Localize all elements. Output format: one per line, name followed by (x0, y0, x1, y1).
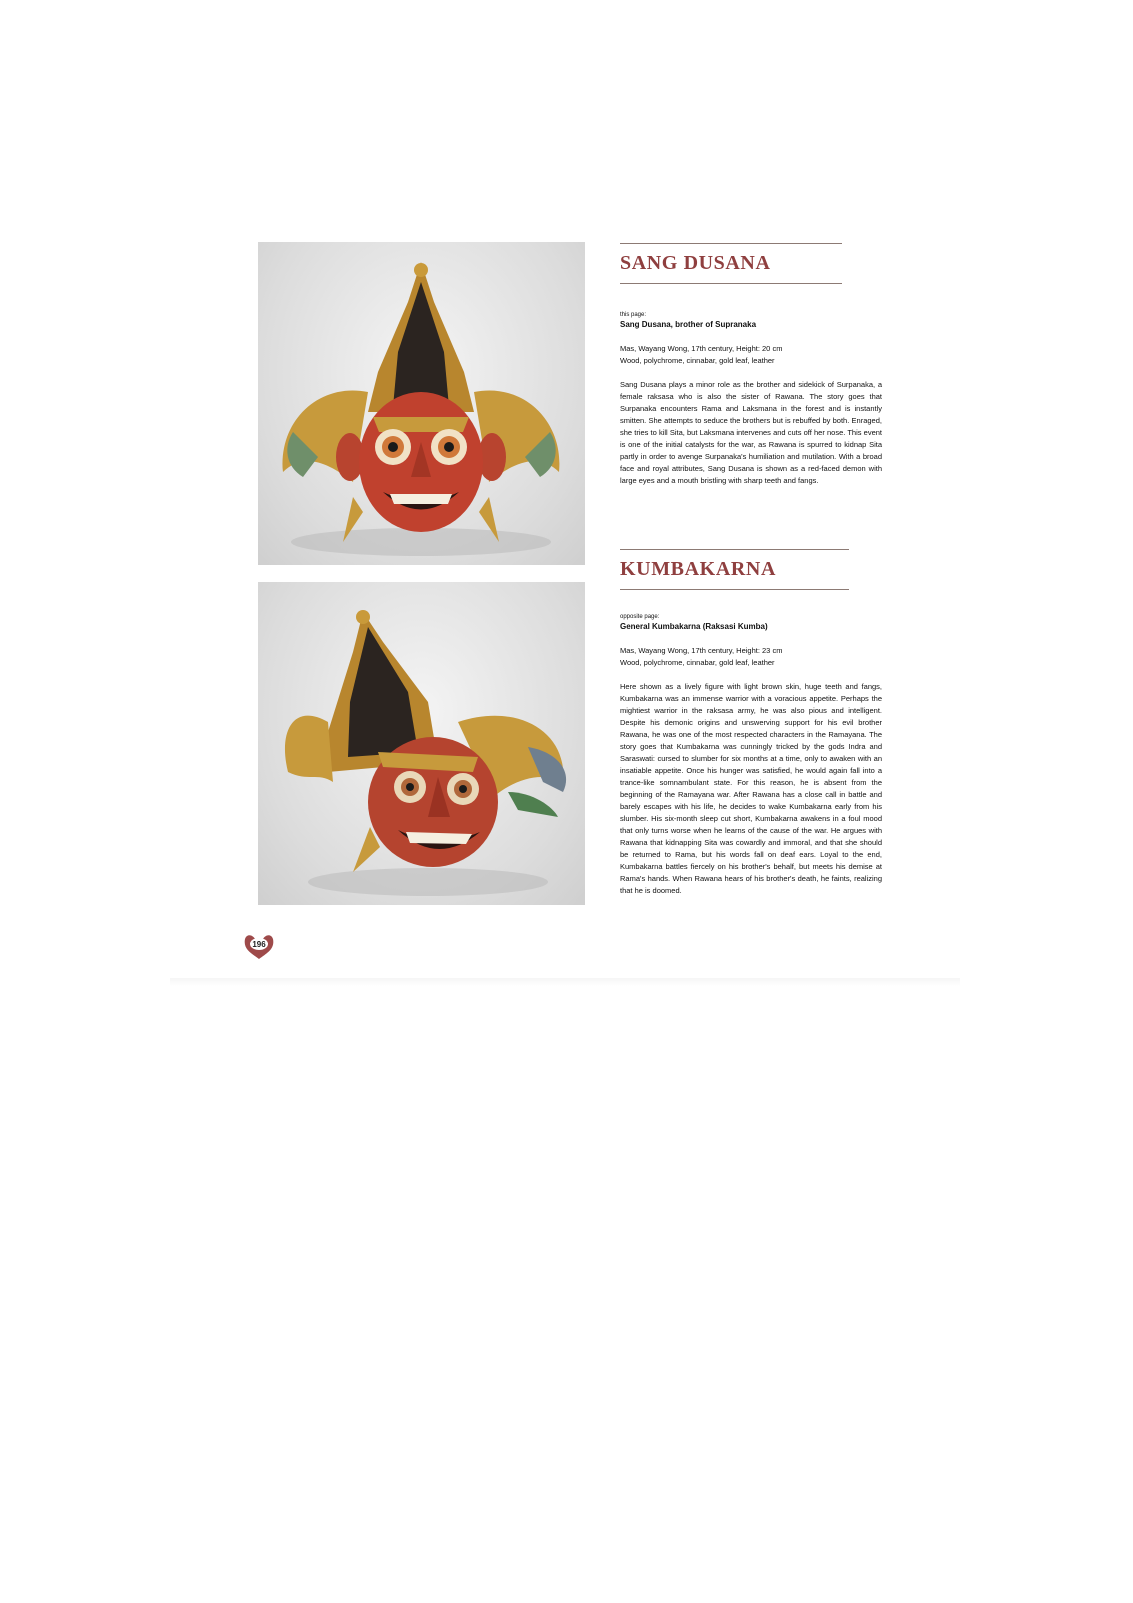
meta-line-2: Wood, polychrome, cinnabar, gold leaf, leather (620, 658, 775, 667)
heading-rule-top (620, 243, 842, 244)
meta-line-2: Wood, polychrome, cinnabar, gold leaf, leather (620, 356, 775, 365)
section-kumbakarna (620, 549, 882, 897)
mask-illustration (258, 242, 585, 565)
caption-label: this page: (620, 312, 647, 318)
mask-illustration (258, 582, 585, 905)
section-sang-dusana (620, 243, 882, 487)
object-meta (620, 343, 842, 367)
heading-rule-top (620, 549, 849, 550)
kumbakarna-mask-photo (258, 582, 585, 905)
section-body-text: Sang Dusana plays a minor role as the brother and sidekick of Surpanaka, a female raksasa who is also the sister of Rawana. The story goes that Surpanaka encounters Rama and Laksmana in the forest and is instantly smitten. She attempts to seduce the brothers but is rebuffed by both. Enraged, she tries to kill Sita, but Laksmana intervenes and cuts off her nose. This event is one of the initial catalysts for the war, as Rawana is spurred to kidnap Sita partly in order to avenge Surpanaka's humiliation and mutilation. With a broad face and royal attributes, Sang Dusana is shown as a red-faced demon with large eyes and a mouth bristling with sharp teeth and fangs. (620, 380, 882, 485)
section-body-text: Here shown as a lively figure with light brown skin, huge teeth and fangs, Kumbakarna was an immense warrior with a voracious appetite. Perhaps the mightiest warrior in the raksasa army, he was also pious and intelligent. Despite his demonic origins and unswerving support for his evil brother Rawana, he was one of the most respected characters in the Ramayana. The story goes that Kumbakarna was cunningly tricked by the gods Indra and Saraswati: cursed to slumber for six months at a time, only to awaken with an insatiable appetite. Once his hunger was satisfied, he would again fall into a trance-like somnambulant state. For this reason, he is absent from the beginning of the Ramayana war. After Rawana has a close call in battle and barely escapes with his life, he decides to wake Kumbakarna early from his slumber. His six-month sleep cut short, Kumbakarna awakens in a foul mood that only turns worse when he learns of the cause of the war. He argues with Rawana that kidnapping Sita was cowardly and immoral, and that she should be returned to Rama, but his words fall on deaf ears. Loyal to the end, Kumbakarna battles fiercely on his brother's behalf, but meets his demise at Rama's hands. When Rawana hears of his brother's death, he faints, realizing that he is doomed. (620, 682, 882, 895)
meta-line-1: Mas, Wayang Wong, 17th century, Height: 23 cm (620, 646, 783, 655)
caption-label: opposite page: (620, 614, 660, 620)
object-meta (620, 645, 849, 669)
section-heading: KUMBAKARNA (620, 558, 776, 580)
heading-rule-bottom (620, 589, 849, 590)
page-number: 196 (252, 940, 266, 949)
caption-title: Sang Dusana, brother of Supranaka (620, 320, 757, 329)
section-heading: SANG DUSANA (620, 252, 771, 274)
sang-dusana-mask-photo (258, 242, 585, 565)
heading-rule-bottom (620, 283, 842, 284)
page-edge-shadow (170, 978, 960, 986)
caption-title: General Kumbakarna (Raksasi Kumba) (620, 622, 768, 631)
meta-line-1: Mas, Wayang Wong, 17th century, Height: 20 cm (620, 344, 783, 353)
